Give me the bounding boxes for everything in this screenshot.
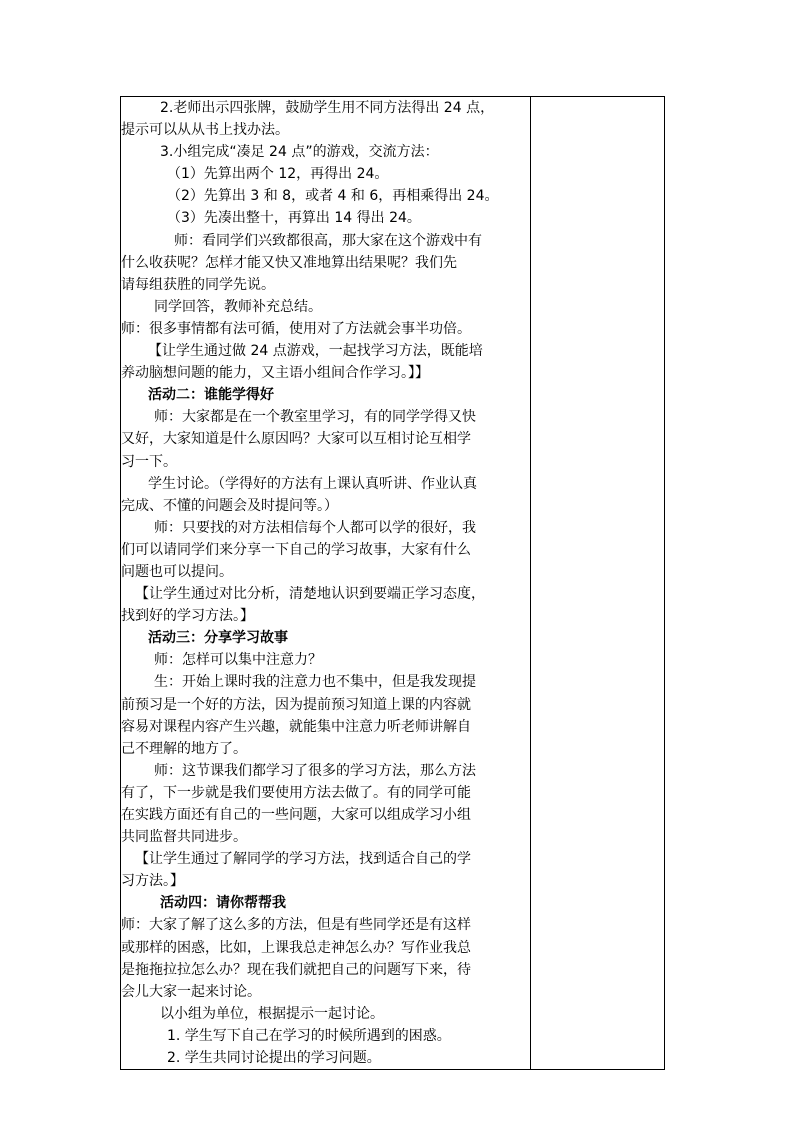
text-line: 以小组为单位，根据提示一起讨论。 [160,1005,384,1022]
text-line: 完成、不懂的问题会及时提问等。） [121,497,338,514]
text-line: 找到好的学习方法。】 [121,608,254,625]
text-line: 在实践方面还有自己的一些问题，大家可以组成学习小组 [121,807,471,823]
text-line: 又好，大家知道是什么原因吗？大家可以互相讨论互相学 [121,431,471,448]
text-line: （1）先算出两个 12，再得出 24。 [167,166,389,183]
text-line: 师：大家了解了这么多的方法，但是有些同学还是有这样 [121,917,471,934]
text-line: 师：大家都是在一个教室里学习，有的同学学得又快 [154,409,476,426]
text-line: 2.老师出示四张牌，鼓励学生用不同方法得出 24 点， [160,100,495,116]
text-line: 3.小组完成“凑足 24 点”的游戏，交流方法： [160,144,439,161]
text-line: 养动脑想问题的能力，又主语小组间合作学习。】】 [121,365,429,382]
text-line: 们可以请同学们来分享一下自己的学习故事，大家有什么 [121,541,471,558]
text-line: 1. 学生写下自己在学习的时候所遇到的困惑。 [167,1027,451,1044]
text-line: 2. 学生共同讨论提出的学习问题。 [167,1050,381,1067]
text-line: 师：这节课我们都学习了很多的学习方法，那么方法 [154,762,476,779]
section-heading: 活动二：谁能学得好 [148,387,274,404]
notes-cell [531,97,665,1070]
text-line: 同学回答，教师补充总结。 [154,298,322,315]
text-line: （3）先凑出整十，再算出 14 得出 24。 [167,210,421,227]
text-line: 习方法。】 [121,873,184,890]
text-line: 是拖拖拉拉怎么办？现在我们就把自己的问题写下来，待 [121,961,471,978]
text-line: 容易对课程内容产生兴趣，就能集中注意力听老师讲解自 [121,718,471,735]
text-line: 【让学生通过对比分析，清楚地认识到要端正学习态度， [135,586,485,603]
text-line: 问题也可以提问。 [121,563,233,580]
text-line: 【让学生通过了解同学的学习方法，找到适合自己的学 [135,851,471,868]
text-line: 或那样的困惑，比如，上课我总走神怎么办？写作业我总 [121,939,471,956]
text-line: 师：怎样可以集中注意力？ [154,652,322,669]
text-line: 请每组获胜的同学先说。 [121,276,275,293]
text-line: 己不理解的地方了。 [121,740,247,757]
text-line: 师：只要找的对方法相信每个人都可以学的很好，我 [154,519,476,536]
text-line: 提示可以从从书上找办法。 [121,122,289,139]
section-heading: 活动三：分享学习故事 [148,630,288,647]
text-line: 共同监督共同进步。 [121,829,247,846]
text-line: 有了，下一步就是我们要使用方法去做了。有的同学可能 [121,784,471,801]
lesson-table [120,96,665,1070]
section-heading: 活动四：请你帮帮我 [160,895,286,912]
text-line: 学生讨论。（学得好的方法有上课认真听讲、作业认真 [148,475,477,492]
text-line: 师：很多事情都有法可循，使用对了方法就会事半功倍。 [121,320,471,337]
text-line: 生：开始上课时我的注意力也不集中，但是我发现提 [154,674,476,691]
text-line: 习一下。 [121,453,177,470]
text-line: 【让学生通过做 24 点游戏，一起找学习方法，既能培 [148,343,483,360]
text-line: 什么收获呢？怎样才能又快又准地算出结果呢？我们先 [121,254,457,271]
table-row [121,97,665,1070]
text-line: 前预习是一个好的方法，因为提前预习知道上课的内容就 [121,696,471,713]
text-line: （2）先算出 3 和 8，或者 4 和 6，再相乘得出 24。 [167,188,499,205]
lesson-content-cell [121,97,531,1070]
text-line: 会儿大家一起来讨论。 [121,983,261,1000]
text-line: 师：看同学们兴致都很高，那大家在这个游戏中有 [174,232,482,249]
